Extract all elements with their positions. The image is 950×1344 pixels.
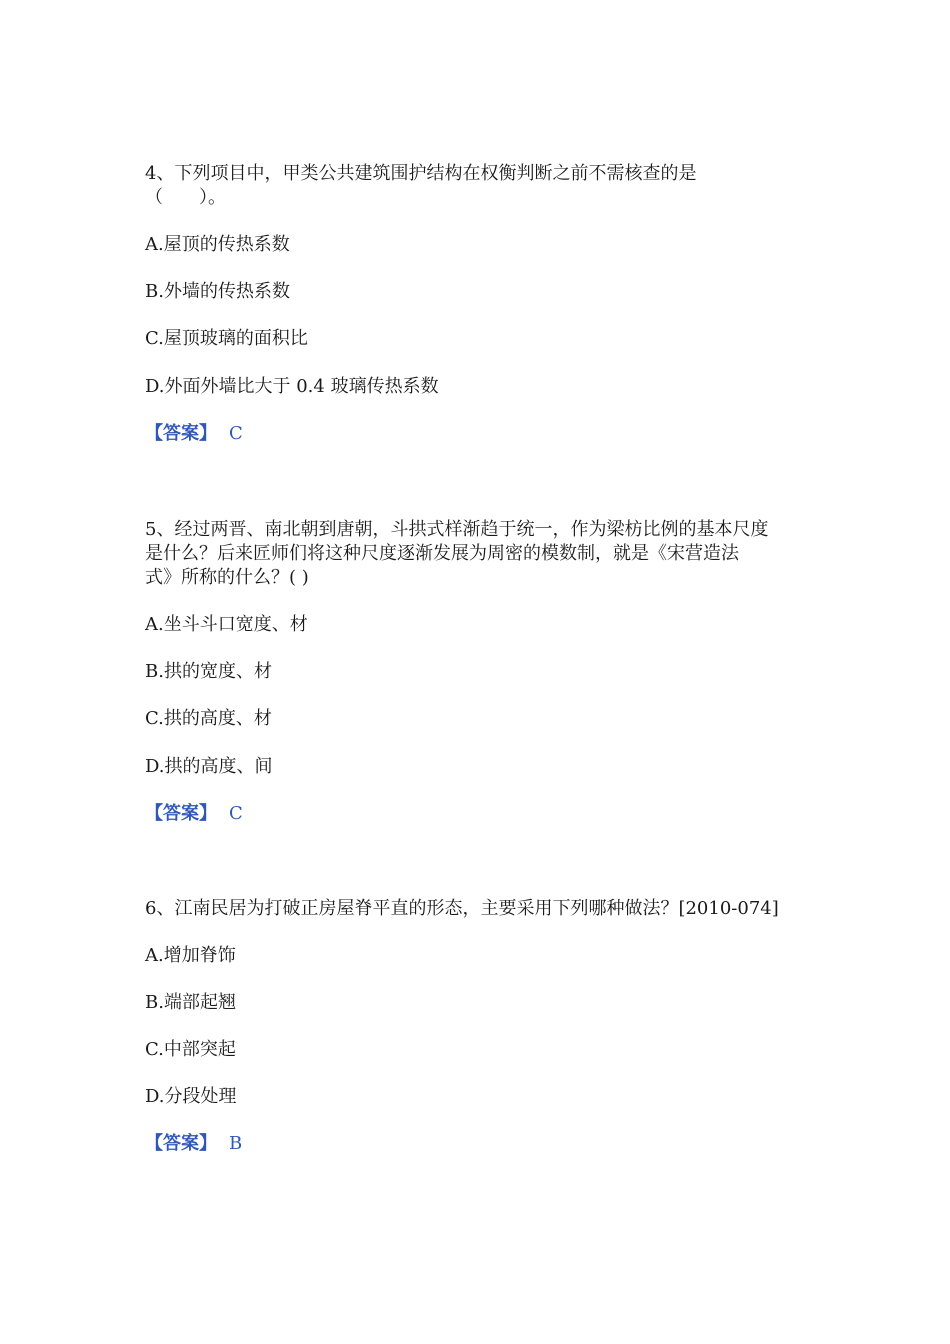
question-4-option-c: C.屋顶玻璃的面积比: [145, 328, 308, 349]
question-6-answer: [145, 1132, 242, 1156]
question-4-option-a: A.屋顶的传热系数: [145, 234, 290, 255]
question-5-stem-line-1: 5、经过两晋、南北朝到唐朝，斗拱式样渐趋于统一，作为梁枋比例的基本尺度: [145, 519, 769, 540]
question-5-answer: [145, 802, 243, 826]
question-5-option-a: A.坐斗斗口宽度、材: [145, 614, 308, 635]
question-6-option-a: A.增加脊饰: [145, 945, 236, 966]
question-5-option-b: B.拱的宽度、材: [145, 661, 272, 682]
question-5-stem-line-2: 是什么？后来匠师们将这种尺度逐渐发展为周密的模数制，就是《宋营造法: [145, 543, 739, 564]
question-4-stem-line-2: （ ）。: [145, 187, 226, 208]
answer-value: B: [229, 1133, 243, 1154]
question-4-answer: [145, 422, 243, 446]
question-6-option-b: B.端部起翘: [145, 992, 236, 1013]
answer-value: C: [229, 803, 243, 824]
question-6-option-c: C.中部突起: [145, 1039, 236, 1060]
question-5-option-c: C.拱的高度、材: [145, 708, 272, 729]
question-6-stem-line-1: 6、江南民居为打破正房屋脊平直的形态，主要采用下列哪种做法？[2010-074]: [145, 898, 779, 919]
question-6-option-d: D.分段处理: [145, 1086, 237, 1107]
question-4-option-d: D.外面外墙比大于 0.4 玻璃传热系数: [145, 376, 439, 397]
answer-value: C: [229, 423, 243, 444]
question-4-stem-line-1: 4、下列项目中，甲类公共建筑围护结构在权衡判断之前不需核查的是: [145, 163, 697, 184]
question-5-stem-line-3: 式》所称的什么？( ): [145, 567, 309, 588]
answer-label: 【答案】: [145, 803, 217, 824]
answer-label: 【答案】: [145, 1133, 217, 1154]
answer-label: 【答案】: [145, 423, 217, 444]
question-4-option-b: B.外墙的传热系数: [145, 281, 290, 302]
question-5-option-d: D.拱的高度、间: [145, 756, 273, 777]
